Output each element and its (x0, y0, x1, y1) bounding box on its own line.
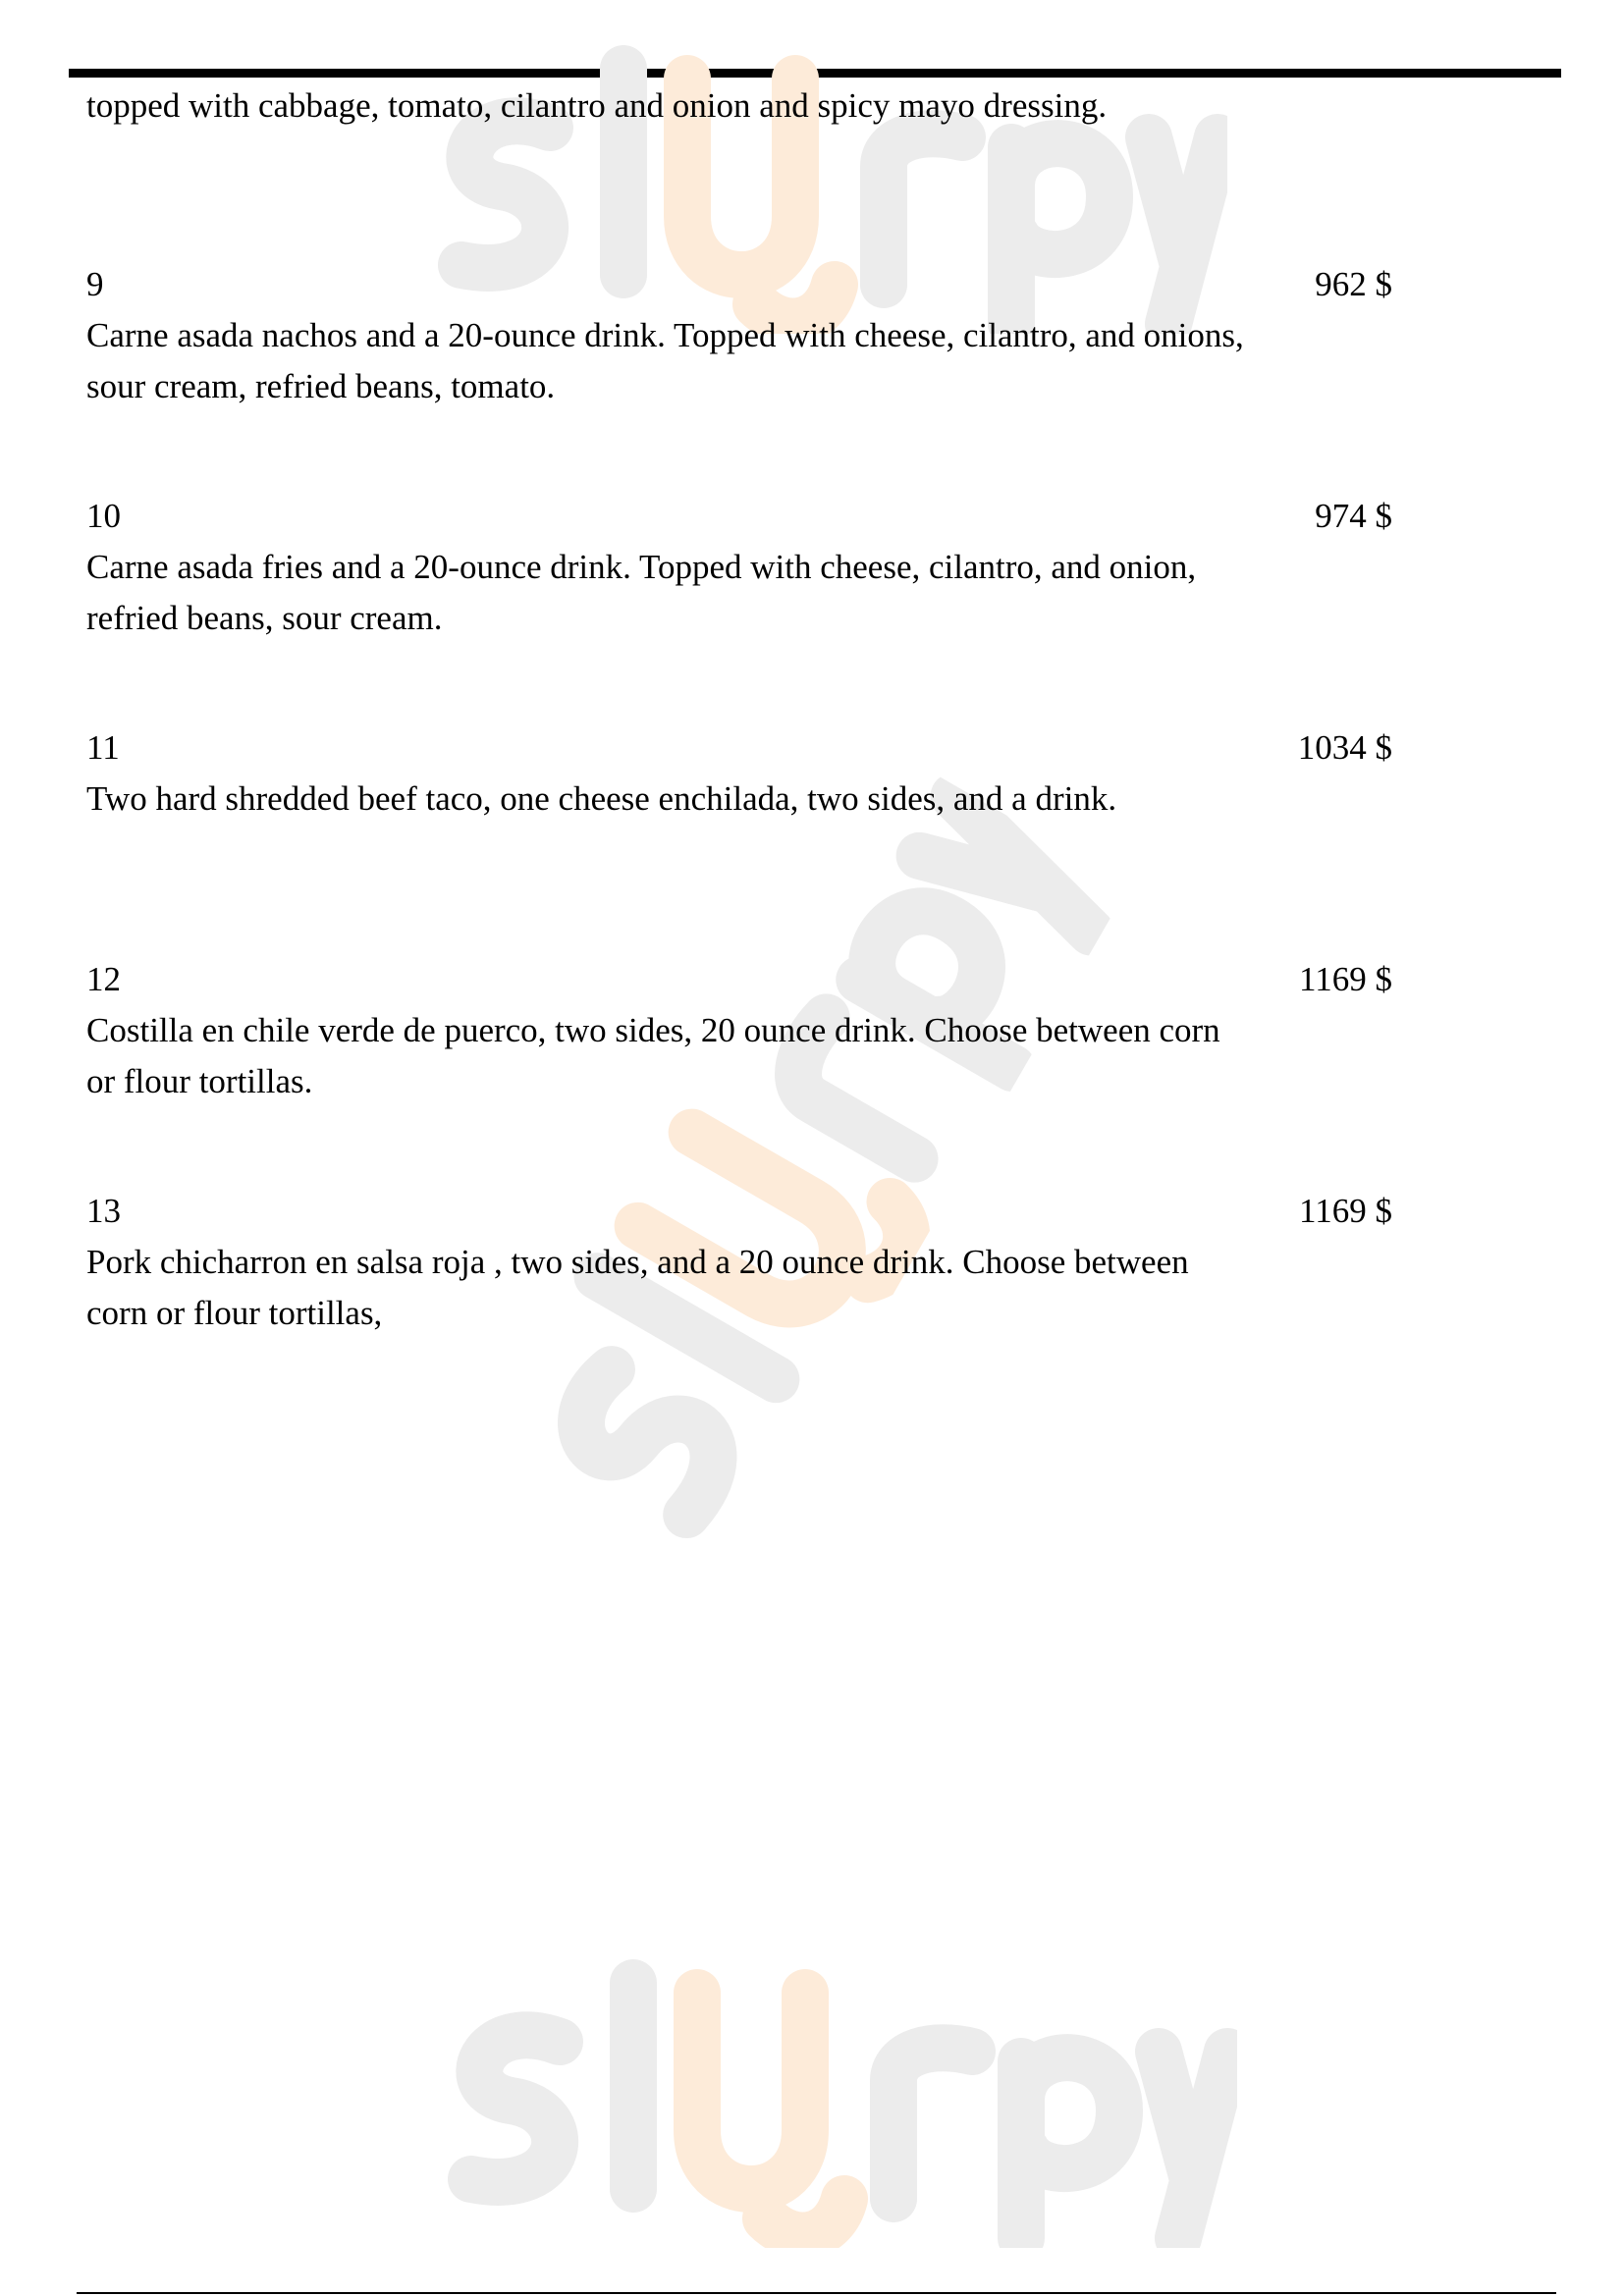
item-number: 11 (86, 728, 120, 767)
watermark-logo (461, 739, 1129, 1600)
item-number: 12 (86, 960, 121, 998)
item-description: Two hard shredded beef taco, one cheese enchilada, two sides, and a drink. (86, 779, 1117, 818)
item-number: 10 (86, 497, 121, 535)
continued-description: topped with cabbage, tomato, cilantro and onion and spicy mayo dressing. (86, 86, 1108, 125)
item-price: 1034 $ (1297, 728, 1392, 767)
item-description: Carne asada nachos and a 20-ounce drink. Topped with cheese, cilantro, and onions, sour cream, refried beans, tomato. (86, 316, 1244, 405)
menu-item (86, 954, 1392, 1107)
item-number: 9 (86, 265, 104, 303)
item-description: Carne asada fries and a 20-ounce drink. Topped with cheese, cilantro, and onion, refried beans, sour cream. (86, 548, 1197, 637)
item-description: Pork chicharron en salsa roja , two sides, and a 20 ounce drink. Choose between corn or flour tortillas, (86, 1243, 1189, 1332)
item-number: 13 (86, 1192, 121, 1230)
item-price: 974 $ (1315, 497, 1392, 535)
item-price: 962 $ (1315, 265, 1392, 303)
item-price: 1169 $ (1299, 960, 1392, 998)
bottom-rule (77, 2292, 1556, 2294)
watermark-logo (412, 1953, 1237, 2248)
menu-item (86, 1186, 1392, 1339)
menu-item (86, 722, 1392, 825)
item-price: 1169 $ (1299, 1192, 1392, 1230)
menu-content (86, 80, 1402, 1332)
item-description: Costilla en chile verde de puerco, two sides, 20 ounce drink. Choose between corn or flour tortillas. (86, 1011, 1220, 1100)
menu-item (86, 491, 1392, 644)
menu-item (86, 259, 1392, 412)
